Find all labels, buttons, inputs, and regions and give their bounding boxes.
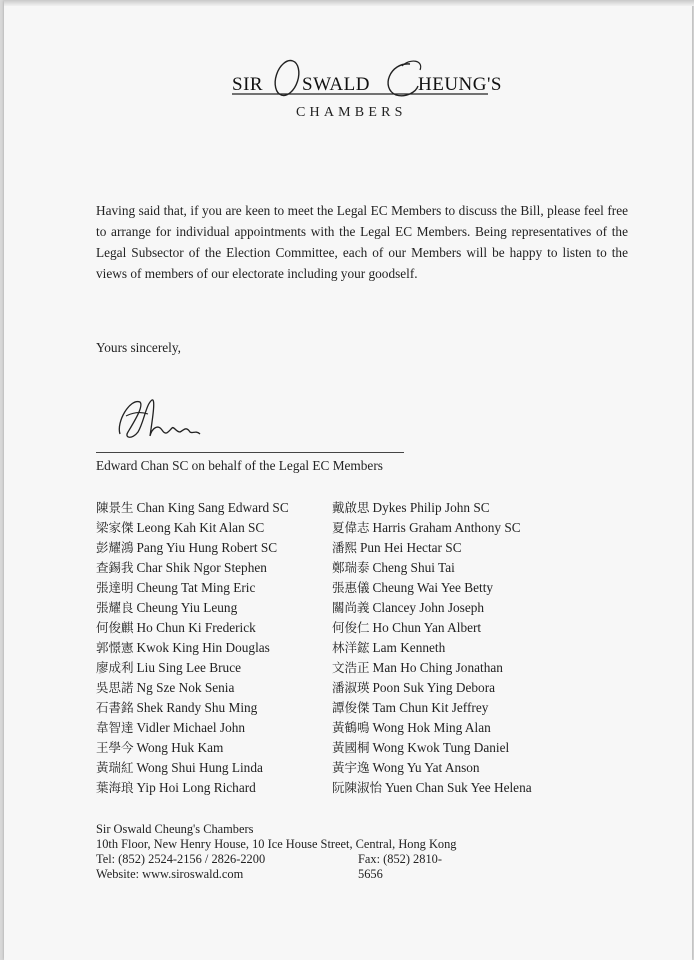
member-row [96, 718, 289, 738]
letter-page [4, 0, 692, 960]
logo-text-sir: SIR [232, 74, 264, 95]
member-chinese-name: 戴啟思 [332, 500, 370, 515]
member-row [332, 718, 532, 738]
member-chinese-name: 張達明 [96, 580, 134, 595]
member-row [332, 638, 532, 658]
member-chinese-name: 郭憬憲 [96, 640, 134, 655]
member-chinese-name: 彭耀鴻 [96, 540, 134, 555]
member-row [332, 778, 532, 798]
member-english-name: Cheung Tat Ming Eric [136, 580, 256, 595]
member-row [96, 758, 289, 778]
member-english-name: Poon Suk Ying Debora [372, 680, 496, 695]
member-chinese-name: 林洋鋐 [332, 640, 370, 655]
member-chinese-name: 黃瑞紅 [96, 760, 134, 775]
member-row [332, 598, 532, 618]
member-chinese-name: 潘熙 [332, 540, 358, 555]
member-english-name: Wong Yu Yat Anson [372, 760, 480, 775]
member-english-name: Wong Huk Kam [136, 740, 224, 755]
member-english-name: Cheng Shui Tai [372, 560, 455, 575]
member-row [96, 698, 289, 718]
member-english-name: Cheung Yiu Leung [136, 600, 238, 615]
member-english-name: Wong Kwok Tung Daniel [372, 740, 510, 755]
logo-text-oswald: SWALD [302, 74, 370, 95]
member-row [332, 658, 532, 678]
letterhead-logo [230, 58, 500, 128]
member-chinese-name: 鄭瑞泰 [332, 560, 370, 575]
member-chinese-name: 梁家傑 [96, 520, 134, 535]
member-row [96, 578, 289, 598]
footer-website: Website: www.siroswald.com [96, 867, 244, 881]
member-row [332, 758, 532, 778]
member-row [332, 738, 532, 758]
member-chinese-name: 潘淑瑛 [332, 680, 370, 695]
member-row [96, 658, 289, 678]
member-row [332, 558, 532, 578]
member-row [96, 598, 289, 618]
member-english-name: Ho Chun Yan Albert [372, 620, 482, 635]
member-english-name: Kwok King Hin Douglas [136, 640, 270, 655]
member-chinese-name: 廖成利 [96, 660, 134, 675]
member-row [96, 498, 289, 518]
member-chinese-name: 阮陳淑怡 [332, 780, 383, 795]
member-row [332, 678, 532, 698]
member-english-name: Chan King Sang Edward SC [136, 500, 289, 515]
member-english-name: Tam Chun Kit Jeffrey [372, 700, 489, 715]
member-row [96, 638, 289, 658]
member-chinese-name: 文浩正 [332, 660, 370, 675]
member-chinese-name: 黃宇逸 [332, 760, 370, 775]
member-chinese-name: 何俊麒 [96, 620, 134, 635]
member-english-name: Char Shik Ngor Stephen [136, 560, 267, 575]
member-english-name: Clancey John Joseph [372, 600, 485, 615]
logo-subtitle: CHAMBERS [296, 105, 407, 120]
member-english-name: Wong Hok Ming Alan [372, 720, 491, 735]
member-chinese-name: 王學今 [96, 740, 134, 755]
signer-name: Edward Chan SC on behalf of the Legal EC Members [96, 458, 383, 473]
member-chinese-name: 韋智達 [96, 720, 134, 735]
member-row [96, 738, 289, 758]
member-english-name: Yuen Chan Suk Yee Helena [385, 780, 532, 795]
member-english-name: Ng Sze Nok Senia [136, 680, 235, 695]
member-english-name: Lam Kenneth [372, 640, 446, 655]
footer-firm-name: Sir Oswald Cheung's Chambers [96, 822, 254, 836]
member-english-name: Liu Sing Lee Bruce [136, 660, 242, 675]
member-chinese-name: 譚俊傑 [332, 700, 370, 715]
member-english-name: Cheung Wai Yee Betty [372, 580, 494, 595]
member-english-name: Ho Chun Ki Frederick [136, 620, 256, 635]
member-chinese-name: 石書銘 [96, 700, 134, 715]
member-chinese-name: 關尚義 [332, 600, 370, 615]
member-chinese-name: 張惠儀 [332, 580, 370, 595]
member-chinese-name: 葉海琅 [96, 780, 134, 795]
member-english-name: Man Ho Ching Jonathan [372, 660, 503, 675]
logo-text-cheungs: HEUNG'S [418, 74, 502, 95]
member-row [332, 538, 532, 558]
member-chinese-name: 張耀良 [96, 600, 134, 615]
member-english-name: Vidler Michael John [136, 720, 246, 735]
member-english-name: Harris Graham Anthony SC [372, 520, 521, 535]
closing-line: Yours sincerely, [96, 340, 181, 355]
member-row [96, 538, 289, 558]
member-english-name: Leong Kah Kit Alan SC [136, 520, 265, 535]
member-english-name: Pang Yiu Hung Robert SC [136, 540, 278, 555]
members-list-left [96, 498, 289, 798]
member-row [96, 518, 289, 538]
member-chinese-name: 何俊仁 [332, 620, 370, 635]
member-row [332, 698, 532, 718]
member-chinese-name: 查錫我 [96, 560, 134, 575]
member-row [96, 618, 289, 638]
member-chinese-name: 夏偉志 [332, 520, 370, 535]
body-paragraph: Having said that, if you are keen to meet the Legal EC Members to discuss the Bill, please feel free to arrange for individual appointments with the Legal EC Members. Being representatives of the Legal Subsector of the Election Committee, each of our Members will be happy to listen to the views of members of our electorate including your goodself. [96, 203, 628, 281]
member-english-name: Shek Randy Shu Ming [136, 700, 258, 715]
member-row [332, 618, 532, 638]
member-chinese-name: 吳思諾 [96, 680, 134, 695]
member-row [332, 518, 532, 538]
member-english-name: Dykes Philip John SC [372, 500, 490, 515]
footer-fax: Fax: (852) 2810-5656 [358, 852, 442, 881]
member-english-name: Pun Hei Hectar SC [360, 540, 462, 555]
member-chinese-name: 黃鶴鳴 [332, 720, 370, 735]
member-row [96, 678, 289, 698]
footer-tel: Tel: (852) 2524-2156 / 2826-2200 [96, 852, 266, 866]
member-row [96, 778, 289, 798]
letter-footer [96, 822, 456, 882]
member-row [332, 578, 532, 598]
member-row [96, 558, 289, 578]
members-list-right [332, 498, 532, 798]
page-shadow [4, 0, 694, 6]
member-chinese-name: 陳景生 [96, 500, 134, 515]
member-english-name: Yip Hoi Long Richard [136, 780, 256, 795]
signature-line [96, 452, 404, 453]
signature-image [112, 392, 222, 452]
member-row [332, 498, 532, 518]
member-english-name: Wong Shui Hung Linda [136, 760, 263, 775]
member-chinese-name: 黃國桐 [332, 740, 370, 755]
footer-address: 10th Floor, New Henry House, 10 Ice House Street, Central, Hong Kong [96, 837, 457, 851]
